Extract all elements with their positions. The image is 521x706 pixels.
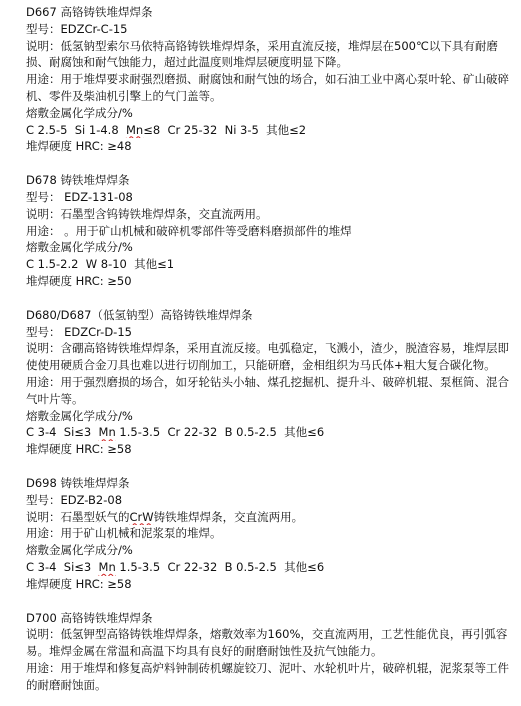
entry-title: D667 高铬铸铁堆焊焊条 bbox=[26, 5, 153, 19]
entry-composition-label: 熔敷金属化学成分/% bbox=[26, 543, 133, 558]
entry-description: 说明：石墨型含钨铸铁堆焊焊条，交直流两用。 bbox=[26, 206, 268, 221]
entry-spacer bbox=[26, 593, 516, 610]
entry-usage: 用途： 。用于矿山机械和破碎机零部件等受磨料磨损部件的堆焊 bbox=[26, 223, 352, 238]
composition-part: C 1.5-2.2 W 8-10 其他≤1 bbox=[26, 257, 175, 272]
entry-title: D698 铸铁堆焊焊条 bbox=[26, 475, 130, 490]
entry-composition bbox=[26, 424, 516, 441]
entry-d667 bbox=[26, 4, 516, 155]
entry-composition bbox=[26, 559, 516, 576]
composition-part: 1.5-3.5 Cr 22-32 B 0.5-2.5 其他≤6 bbox=[115, 559, 325, 574]
entry-usage: 用途：用于矿山机械和泥浆泵的堆焊。 bbox=[26, 526, 222, 541]
description-part: 说明：石墨型妖气的 bbox=[26, 509, 130, 524]
entry-title: D680/D687（低氢钠型）高铬铸铁堆焊焊条 bbox=[26, 307, 253, 322]
entry-hardness: 堆焊硬度 HRC: ≥58 bbox=[26, 442, 132, 457]
entry-description: 说明：低氢钾型高铬铸铁堆焊焊条，熔敷效率为160%，交直流两用，工艺性能优良，再引弧容易。堆焊金属在常温和高温下均具有良好的耐磨耐蚀性及抗气蚀能力。 bbox=[26, 627, 508, 659]
entry-hardness: 堆焊硬度 HRC: ≥48 bbox=[26, 139, 132, 154]
entry-title: D700 高铬铸铁堆焊焊条 bbox=[26, 610, 153, 625]
entry-description: 说明：含硼高铬铸铁堆焊焊条，采用直流反接。电弧稳定，飞溅小，渣少，脱渣容易，堆焊层即使使用硬质合金刀具也难以进行切削加工，只能研磨，金相组织为马氏体+粗大复合碳化物。 bbox=[26, 341, 509, 373]
description-flagged-term: CrW bbox=[129, 509, 154, 524]
composition-flagged-term: Mn bbox=[98, 559, 116, 574]
entry-description bbox=[26, 509, 516, 526]
composition-flagged-term: Mn bbox=[98, 425, 116, 440]
composition-part: C 3-4 Si≤3 bbox=[26, 559, 99, 574]
entry-model: 型号：EDZ-B2-08 bbox=[26, 492, 123, 507]
entry-model: 型号：EDZCr-C-15 bbox=[26, 21, 128, 36]
entry-model: 型号： EDZCr-D-15 bbox=[26, 324, 132, 339]
entry-d700 bbox=[26, 610, 516, 694]
entry-composition-label: 熔敷金属化学成分/% bbox=[26, 105, 133, 120]
composition-part: ≤8 Cr 25-32 Ni 3-5 其他≤2 bbox=[143, 122, 307, 137]
entry-composition bbox=[26, 122, 516, 139]
composition-part: 1.5-3.5 Cr 22-32 B 0.5-2.5 其他≤6 bbox=[115, 425, 325, 440]
entry-d680 bbox=[26, 307, 516, 458]
entry-composition-label: 熔敷金属化学成分/% bbox=[26, 408, 133, 423]
entry-spacer bbox=[26, 290, 516, 307]
entry-hardness: 堆焊硬度 HRC: ≥58 bbox=[26, 576, 132, 591]
entry-spacer bbox=[26, 458, 516, 475]
document-body bbox=[26, 4, 516, 693]
entry-usage: 用途：用于强烈磨损的场合，如牙轮钻头小轴、煤孔挖掘机、提升斗、破碎机辊、泵框筒、混合气叶片等。 bbox=[26, 374, 509, 406]
entry-d698 bbox=[26, 475, 516, 593]
entry-composition-label: 熔敷金属化学成分/% bbox=[26, 240, 133, 255]
composition-flagged-term: Mn bbox=[125, 122, 144, 137]
entry-description: 说明：低氢钠型索尔马依特高铬铸铁堆焊焊条，采用直流反接，堆焊层在500℃以下具有耐磨损、耐腐蚀和耐气蚀能力，超过此温度则堆焊层硬度明显下降。 bbox=[26, 38, 498, 70]
entry-usage: 用途：用于堆焊要求耐强烈磨损、耐腐蚀和耐气蚀的场合，如石油工业中离心泵叶轮、矿山破碎机、零件及柴油机引擎上的气门盖等。 bbox=[26, 72, 509, 103]
entry-composition bbox=[26, 256, 516, 273]
entry-usage: 用途：用于堆焊和修复高炉料钟制砖机螺旋铰刀、泥叶、水轮机叶片，破碎机辊，泥浆泵等工件的耐磨耐蚀面。 bbox=[26, 660, 509, 692]
description-part: 铸铁堆焊焊条，交直流两用。 bbox=[153, 509, 304, 524]
composition-part: C 3-4 Si≤3 bbox=[26, 425, 99, 440]
entry-d678 bbox=[26, 172, 516, 290]
entry-model: 型号： EDZ-131-08 bbox=[26, 189, 133, 204]
composition-part: C 2.5-5 Si 1-4.8 bbox=[26, 122, 126, 137]
entry-spacer bbox=[26, 155, 516, 172]
entry-title: D678 铸铁堆焊焊条 bbox=[26, 173, 130, 188]
entry-hardness: 堆焊硬度 HRC: ≥50 bbox=[26, 273, 132, 288]
